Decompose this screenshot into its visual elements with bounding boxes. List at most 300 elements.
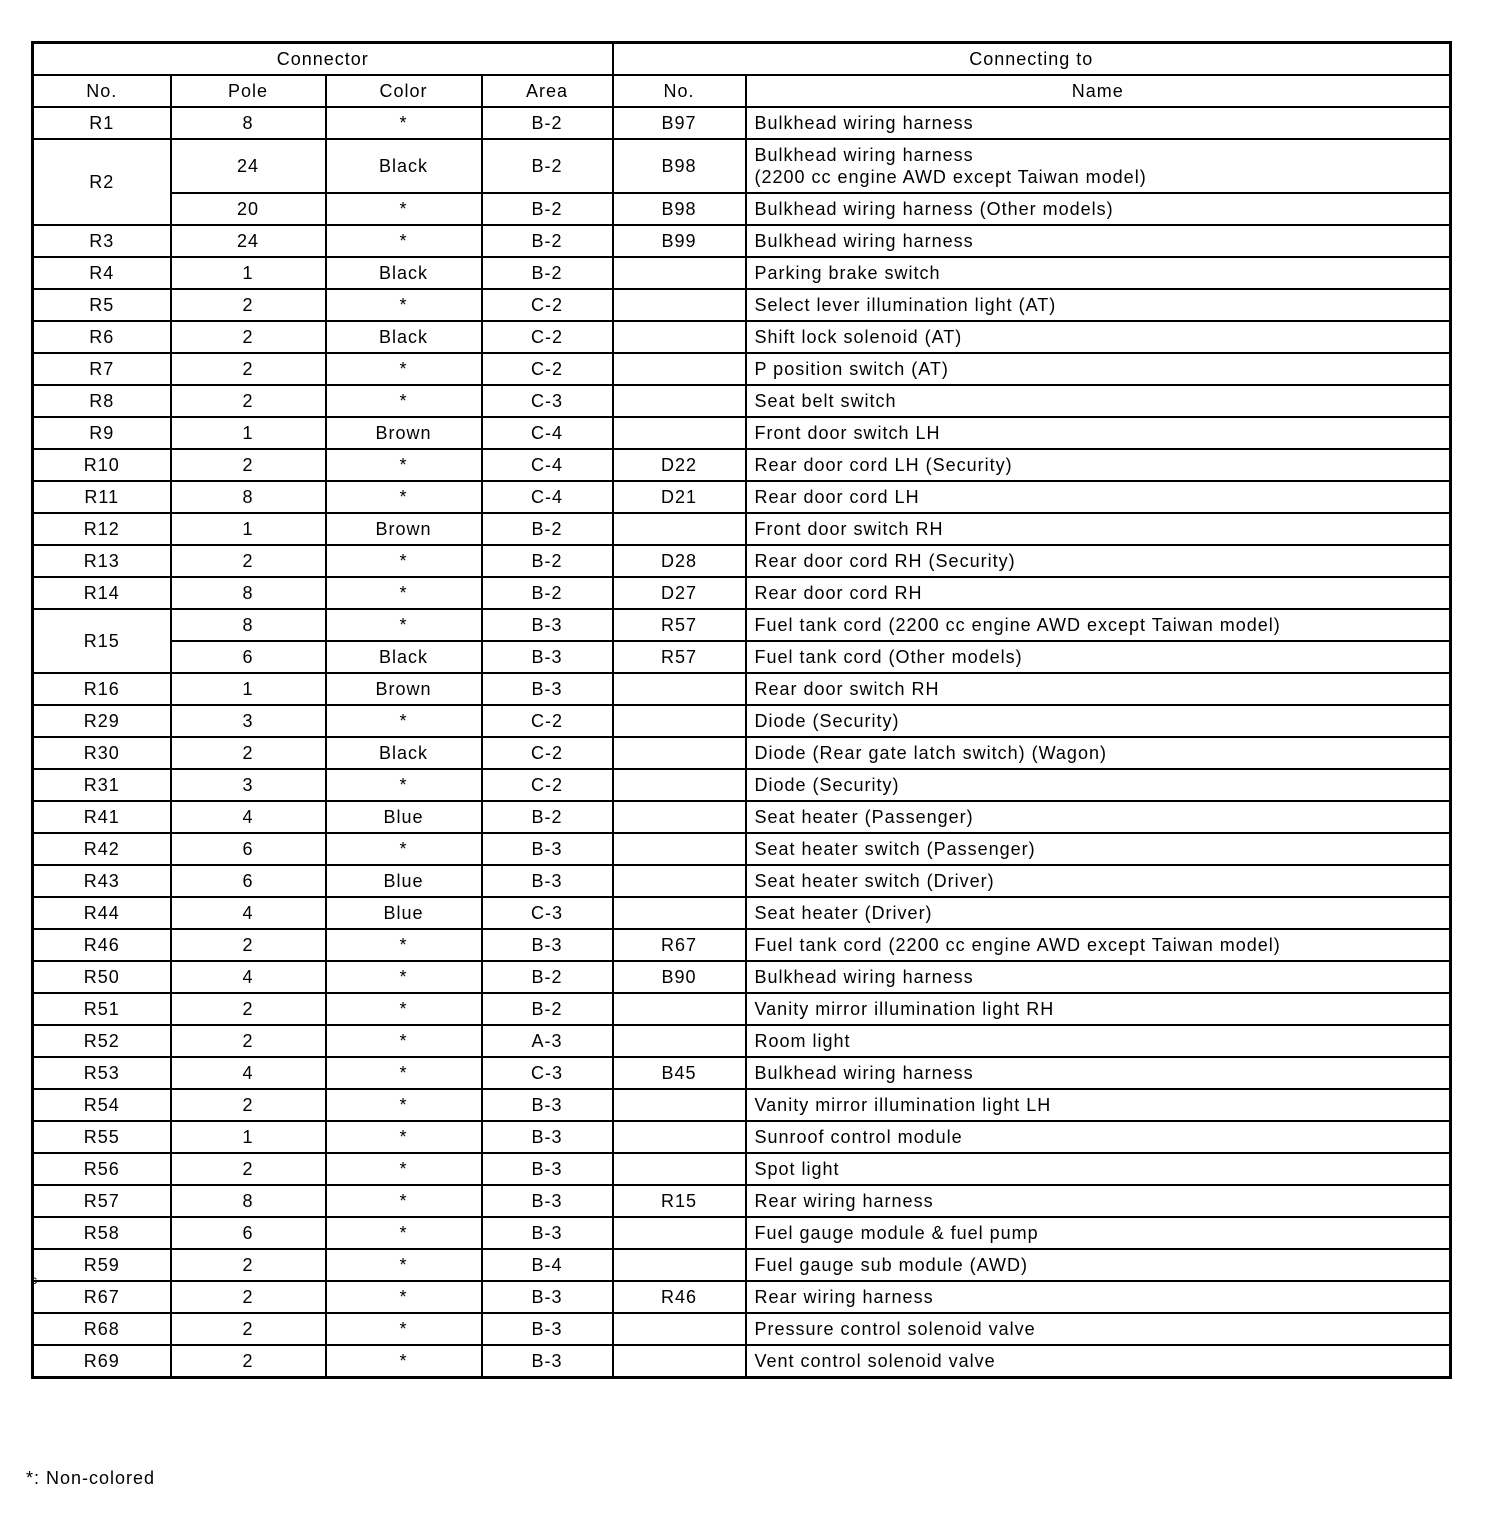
- cell-area: [482, 1185, 613, 1217]
- cell-name: [746, 961, 1451, 993]
- cell-color: [326, 193, 482, 225]
- cell-area-text: B-2: [531, 263, 563, 283]
- cell-no: [33, 1249, 171, 1281]
- cell-name: [746, 481, 1451, 513]
- table-row: [33, 961, 1451, 993]
- cell-name: [746, 769, 1451, 801]
- cell-no-text: R29: [83, 711, 120, 731]
- cell-name-text: Fuel gauge sub module (AWD): [754, 1255, 1028, 1275]
- cell-color: [326, 1249, 482, 1281]
- cell-pole-text: 2: [242, 1159, 254, 1179]
- cell-area: [482, 929, 613, 961]
- cell-pole-text: 8: [242, 1191, 254, 1211]
- cell-connecting-no-text: D27: [660, 583, 698, 603]
- cell-pole-text: 2: [242, 999, 254, 1019]
- cell-area: [482, 545, 613, 577]
- cell-name-text: Rear door cord RH: [754, 583, 923, 603]
- cell-area-text: B-3: [531, 615, 563, 635]
- cell-pole: [171, 961, 326, 993]
- cell-area-text: B-3: [531, 871, 563, 891]
- table-row: [33, 1057, 1451, 1089]
- cell-connecting-no: [613, 1281, 746, 1313]
- cell-name: [746, 225, 1451, 257]
- cell-no: [33, 1185, 171, 1217]
- cell-no-text: R52: [83, 1031, 120, 1051]
- cell-area-text: B-2: [531, 113, 563, 133]
- cell-color: [326, 1025, 482, 1057]
- cell-name: [746, 449, 1451, 481]
- cell-connecting-no: [613, 513, 746, 545]
- cell-area-text: B-3: [531, 1287, 563, 1307]
- cell-pole-text: 2: [242, 359, 254, 379]
- cell-name: [746, 353, 1451, 385]
- cell-connecting-no: [613, 289, 746, 321]
- cell-connecting-no: [613, 801, 746, 833]
- table-row: [33, 257, 1451, 289]
- cell-name: [746, 1025, 1451, 1057]
- cell-no-text: R50: [83, 967, 120, 987]
- cell-pole-text: 24: [236, 156, 260, 176]
- cell-name: [746, 193, 1451, 225]
- cell-pole: [171, 1153, 326, 1185]
- cell-color: [326, 417, 482, 449]
- cell-connecting-no: [613, 385, 746, 417]
- cell-connecting-no: [613, 321, 746, 353]
- cell-pole-text: 1: [242, 263, 254, 283]
- header-no: No.: [33, 75, 171, 107]
- cell-pole: [171, 577, 326, 609]
- cell-color: [326, 1217, 482, 1249]
- cell-color-text: Black: [378, 263, 428, 283]
- cell-connecting-no: [613, 1153, 746, 1185]
- cell-color-text: Blue: [383, 871, 424, 891]
- cell-area-text: B-3: [531, 1127, 563, 1147]
- cell-connecting-no: [613, 929, 746, 961]
- cell-color: [326, 513, 482, 545]
- cell-connecting-no: [613, 481, 746, 513]
- cell-color-text: *: [399, 1191, 408, 1211]
- cell-connecting-no: [613, 1217, 746, 1249]
- cell-pole-text: 2: [242, 743, 254, 763]
- cell-pole-text: 6: [242, 1223, 254, 1243]
- cell-name-text: Spot light: [754, 1159, 840, 1179]
- cell-no: [33, 673, 171, 705]
- cell-color-text: *: [399, 711, 408, 731]
- cell-no: [33, 353, 171, 385]
- cell-color: [326, 1185, 482, 1217]
- cell-connecting-no-text: R57: [660, 647, 698, 667]
- table-body: [33, 107, 1451, 1378]
- table-row: [33, 353, 1451, 385]
- cell-area-text: B-2: [531, 156, 563, 176]
- cell-color-text: *: [399, 1223, 408, 1243]
- cell-connecting-no: [613, 1025, 746, 1057]
- cell-name: [746, 1185, 1451, 1217]
- cell-color: [326, 833, 482, 865]
- cell-name-text: Diode (Security): [754, 711, 900, 731]
- cell-no-text: R16: [83, 679, 120, 699]
- cell-name: [746, 385, 1451, 417]
- cell-no-text: R7: [89, 359, 115, 379]
- cell-no: [33, 1057, 171, 1089]
- cell-name-text: Rear door cord LH: [754, 487, 920, 507]
- cell-connecting-no-text: B97: [661, 113, 697, 133]
- cell-no: [33, 961, 171, 993]
- cell-area: [482, 865, 613, 897]
- cell-connecting-no-text: R67: [660, 935, 698, 955]
- cell-connecting-no-text: D22: [660, 455, 698, 475]
- cell-name: [746, 1089, 1451, 1121]
- cell-color: [326, 961, 482, 993]
- cell-name-text: Seat heater (Driver): [754, 903, 933, 923]
- cell-no-text: R43: [83, 871, 120, 891]
- cell-no: [33, 481, 171, 513]
- cell-no: [33, 705, 171, 737]
- cell-pole-text: 3: [242, 775, 254, 795]
- cell-connecting-no: [613, 1089, 746, 1121]
- cell-name: [746, 737, 1451, 769]
- cell-name: [746, 257, 1451, 289]
- cell-no-text: R59: [83, 1255, 120, 1275]
- cell-no-text: R67: [83, 1287, 120, 1307]
- cell-no: [33, 1217, 171, 1249]
- cell-name-text: Fuel gauge module & fuel pump: [754, 1223, 1039, 1243]
- cell-area-text: B-3: [531, 1159, 563, 1179]
- cell-name: [746, 897, 1451, 929]
- cell-area-text: B-3: [531, 1223, 563, 1243]
- cell-area: [482, 705, 613, 737]
- cell-color: [326, 929, 482, 961]
- cell-pole: [171, 353, 326, 385]
- cell-area: [482, 257, 613, 289]
- cell-connecting-no: [613, 139, 746, 193]
- header-group-row: [33, 43, 1451, 76]
- cell-connecting-no: [613, 673, 746, 705]
- cell-name-text: Seat heater (Passenger): [754, 807, 974, 827]
- cell-pole: [171, 833, 326, 865]
- cell-connecting-no: [613, 737, 746, 769]
- cell-no-text: R57: [83, 1191, 120, 1211]
- cell-color-text: Blue: [383, 903, 424, 923]
- cell-area: [482, 289, 613, 321]
- cell-color-text: *: [399, 1159, 408, 1179]
- cell-name-text: Diode (Rear gate latch switch) (Wagon): [754, 743, 1107, 763]
- cell-pole: [171, 385, 326, 417]
- cell-name: [746, 545, 1451, 577]
- footnote: *: Non-colored: [26, 1468, 156, 1488]
- cell-pole-text: 2: [242, 1095, 254, 1115]
- cell-no: [33, 833, 171, 865]
- cell-pole-text: 2: [242, 391, 254, 411]
- cell-no: [33, 1025, 171, 1057]
- cell-color-text: *: [399, 455, 408, 475]
- table-row: [33, 481, 1451, 513]
- table-header: [33, 43, 1451, 108]
- cell-pole: [171, 1185, 326, 1217]
- cell-pole-text: 4: [242, 903, 254, 923]
- cell-no-text: R6: [89, 327, 115, 347]
- cell-color: [326, 289, 482, 321]
- cell-no-text: R10: [83, 455, 120, 475]
- cell-color-text: Black: [378, 156, 428, 176]
- cell-name: [746, 1217, 1451, 1249]
- cell-pole-text: 2: [242, 935, 254, 955]
- table-row: [33, 929, 1451, 961]
- cell-area: [482, 641, 613, 673]
- cell-area-text: C-2: [530, 359, 563, 379]
- cell-area-text: B-3: [531, 1095, 563, 1115]
- cell-area-text: B-3: [531, 679, 563, 699]
- cell-pole: [171, 417, 326, 449]
- cell-area: [482, 769, 613, 801]
- cell-name-text: Room light: [754, 1031, 851, 1051]
- cell-area-text: B-3: [531, 839, 563, 859]
- cell-pole: [171, 1089, 326, 1121]
- cell-area: [482, 385, 613, 417]
- cell-pole-text: 2: [242, 551, 254, 571]
- cell-connecting-no: [613, 897, 746, 929]
- cell-color-text: *: [399, 1255, 408, 1275]
- cell-pole-text: 2: [242, 1287, 254, 1307]
- table-row: [33, 1153, 1451, 1185]
- cell-area: [482, 139, 613, 193]
- cell-no-text: R58: [83, 1223, 120, 1243]
- cell-connecting-no: [613, 865, 746, 897]
- cell-no: [33, 417, 171, 449]
- cell-no: [33, 609, 171, 673]
- cell-area-text: C-2: [530, 743, 563, 763]
- cell-pole-text: 1: [242, 423, 254, 443]
- cell-no-text: R3: [89, 231, 115, 251]
- cell-color: [326, 449, 482, 481]
- cell-area: [482, 1089, 613, 1121]
- cell-name-text: Bulkhead wiring harness: [754, 1063, 974, 1083]
- cell-color-text: *: [399, 1319, 408, 1339]
- cell-name-text: Bulkhead wiring harness (Other models): [754, 199, 1114, 219]
- table-row: [33, 1089, 1451, 1121]
- cell-pole-text: 20: [236, 199, 260, 219]
- cell-connecting-no: [613, 417, 746, 449]
- cell-area: [482, 577, 613, 609]
- cell-color: [326, 257, 482, 289]
- cell-connecting-no: [613, 961, 746, 993]
- cell-no-text: R56: [83, 1159, 120, 1179]
- cell-area-text: C-4: [530, 487, 563, 507]
- cell-pole-text: 2: [242, 1031, 254, 1051]
- cell-color-text: *: [399, 1351, 408, 1371]
- cell-pole: [171, 897, 326, 929]
- cell-connecting-no: [613, 1313, 746, 1345]
- cell-pole: [171, 1121, 326, 1153]
- connector-table: [31, 41, 1452, 1379]
- cell-color-text: *: [399, 551, 408, 571]
- cell-connecting-no: [613, 545, 746, 577]
- table-row: [33, 993, 1451, 1025]
- cell-pole-text: 2: [242, 1255, 254, 1275]
- cell-no-text: R41: [83, 807, 120, 827]
- cell-name: [746, 833, 1451, 865]
- cell-name: [746, 289, 1451, 321]
- table-row: [33, 1185, 1451, 1217]
- cell-area-text: C-2: [530, 327, 563, 347]
- cell-name: [746, 321, 1451, 353]
- cell-name: [746, 1281, 1451, 1313]
- cell-area: [482, 321, 613, 353]
- cell-no-text: R51: [83, 999, 120, 1019]
- cell-pole: [171, 139, 326, 193]
- cell-no-text: R68: [83, 1319, 120, 1339]
- cell-name: [746, 929, 1451, 961]
- cell-color-text: *: [399, 391, 408, 411]
- cell-pole-text: 8: [242, 615, 254, 635]
- cell-connecting-no-text: B99: [661, 231, 697, 251]
- cell-area: [482, 609, 613, 641]
- cell-color: [326, 1313, 482, 1345]
- cell-no-text: R11: [84, 487, 120, 507]
- cell-no-text: R8: [89, 391, 115, 411]
- cell-area: [482, 673, 613, 705]
- header-connecting-no: No.: [613, 75, 746, 107]
- table-row: [33, 513, 1451, 545]
- table-row: [33, 1281, 1451, 1313]
- cell-connecting-no: [613, 609, 746, 641]
- cell-area: [482, 737, 613, 769]
- cell-name-text: Pressure control solenoid valve: [754, 1319, 1036, 1339]
- cell-no-text: R13: [83, 551, 120, 571]
- table-row: [33, 1249, 1451, 1281]
- cell-no-text: R1: [89, 113, 115, 133]
- cell-name-text: Seat heater switch (Driver): [754, 871, 995, 891]
- cell-area-text: B-2: [531, 807, 563, 827]
- cell-name: [746, 1057, 1451, 1089]
- cell-area: [482, 993, 613, 1025]
- cell-pole-text: 2: [242, 1319, 254, 1339]
- table-row: [33, 705, 1451, 737]
- cell-no-text: R9: [89, 423, 115, 443]
- cell-color: [326, 641, 482, 673]
- table-row: [33, 577, 1451, 609]
- cell-name-text: Fuel tank cord (2200 cc engine AWD except Taiwan model): [754, 935, 1281, 955]
- cell-connecting-no: [613, 577, 746, 609]
- cell-name: [746, 139, 1451, 193]
- cell-pole-text: 8: [242, 583, 254, 603]
- cell-area-text: C-2: [530, 775, 563, 795]
- cell-color: [326, 1281, 482, 1313]
- cell-name-text: Bulkhead wiring harness: [754, 113, 974, 133]
- cell-color-text: Brown: [375, 679, 432, 699]
- cell-area: [482, 1025, 613, 1057]
- cell-no-text: R2: [89, 172, 115, 192]
- cell-color: [326, 1345, 482, 1378]
- cell-color-text: Brown: [375, 519, 432, 539]
- cell-pole: [171, 1313, 326, 1345]
- cell-area-text: B-3: [531, 1319, 563, 1339]
- cell-no-text: R12: [83, 519, 120, 539]
- cell-pole: [171, 737, 326, 769]
- cell-pole: [171, 289, 326, 321]
- cell-name-text: Vent control solenoid valve: [754, 1351, 996, 1371]
- cell-name: [746, 673, 1451, 705]
- cell-color: [326, 1153, 482, 1185]
- cell-area: [482, 417, 613, 449]
- cell-name: [746, 1313, 1451, 1345]
- cell-name-text: Vanity mirror illumination light LH: [754, 1095, 1052, 1115]
- cell-pole: [171, 321, 326, 353]
- table-row: [33, 449, 1451, 481]
- cell-color-text: *: [399, 231, 408, 251]
- cell-pole: [171, 481, 326, 513]
- cell-area-text: B-3: [531, 1191, 563, 1211]
- cell-pole: [171, 1025, 326, 1057]
- cell-area: [482, 1249, 613, 1281]
- cell-no-text: R15: [83, 631, 120, 651]
- cell-no-text: R55: [83, 1127, 120, 1147]
- cell-color-text: *: [399, 775, 408, 795]
- cell-color-text: Blue: [383, 807, 424, 827]
- cell-connecting-no-text: B98: [661, 199, 697, 219]
- cell-connecting-no: [613, 1121, 746, 1153]
- cell-no-text: R5: [89, 295, 115, 315]
- cell-connecting-no-text: R46: [660, 1287, 698, 1307]
- cell-no-text: R31: [83, 775, 120, 795]
- cell-connecting-no: [613, 353, 746, 385]
- cell-area: [482, 481, 613, 513]
- cell-name-text: Select lever illumination light (AT): [754, 295, 1057, 315]
- cell-color: [326, 1121, 482, 1153]
- cell-color-text: *: [399, 583, 408, 603]
- cell-no: [33, 449, 171, 481]
- cell-color-text: *: [399, 935, 408, 955]
- cell-name-text: Bulkhead wiring harness: [754, 145, 974, 165]
- cell-pole-text: 2: [242, 1351, 254, 1371]
- cell-color-text: *: [399, 999, 408, 1019]
- cell-pole: [171, 641, 326, 673]
- cell-name-text: Seat belt switch: [754, 391, 897, 411]
- cell-no: [33, 993, 171, 1025]
- cell-area-text: C-4: [530, 423, 563, 443]
- table-row: [33, 321, 1451, 353]
- cell-area: [482, 897, 613, 929]
- table-row: [33, 1121, 1451, 1153]
- cell-color: [326, 993, 482, 1025]
- cell-pole: [171, 545, 326, 577]
- cell-name-text: Rear door cord RH (Security): [754, 551, 1016, 571]
- cell-pole: [171, 257, 326, 289]
- cell-name: [746, 577, 1451, 609]
- cell-color: [326, 353, 482, 385]
- cell-area: [482, 193, 613, 225]
- margin-mark: c: [31, 1273, 37, 1287]
- cell-name-text: Rear door cord LH (Security): [754, 455, 1013, 475]
- table-row: [33, 417, 1451, 449]
- cell-area: [482, 107, 613, 139]
- cell-name-text: P position switch (AT): [754, 359, 949, 379]
- cell-no-text: R42: [83, 839, 120, 859]
- cell-connecting-no-text: B45: [661, 1063, 697, 1083]
- cell-color-text: *: [399, 615, 408, 635]
- cell-color: [326, 225, 482, 257]
- cell-name-text: Vanity mirror illumination light RH: [754, 999, 1055, 1019]
- cell-no: [33, 1281, 171, 1313]
- cell-pole-text: 2: [242, 327, 254, 347]
- cell-name-text: Shift lock solenoid (AT): [754, 327, 963, 347]
- cell-color: [326, 481, 482, 513]
- cell-area: [482, 1345, 613, 1378]
- table-row: [33, 545, 1451, 577]
- cell-color-text: Black: [378, 743, 428, 763]
- cell-pole: [171, 801, 326, 833]
- table-row: [33, 833, 1451, 865]
